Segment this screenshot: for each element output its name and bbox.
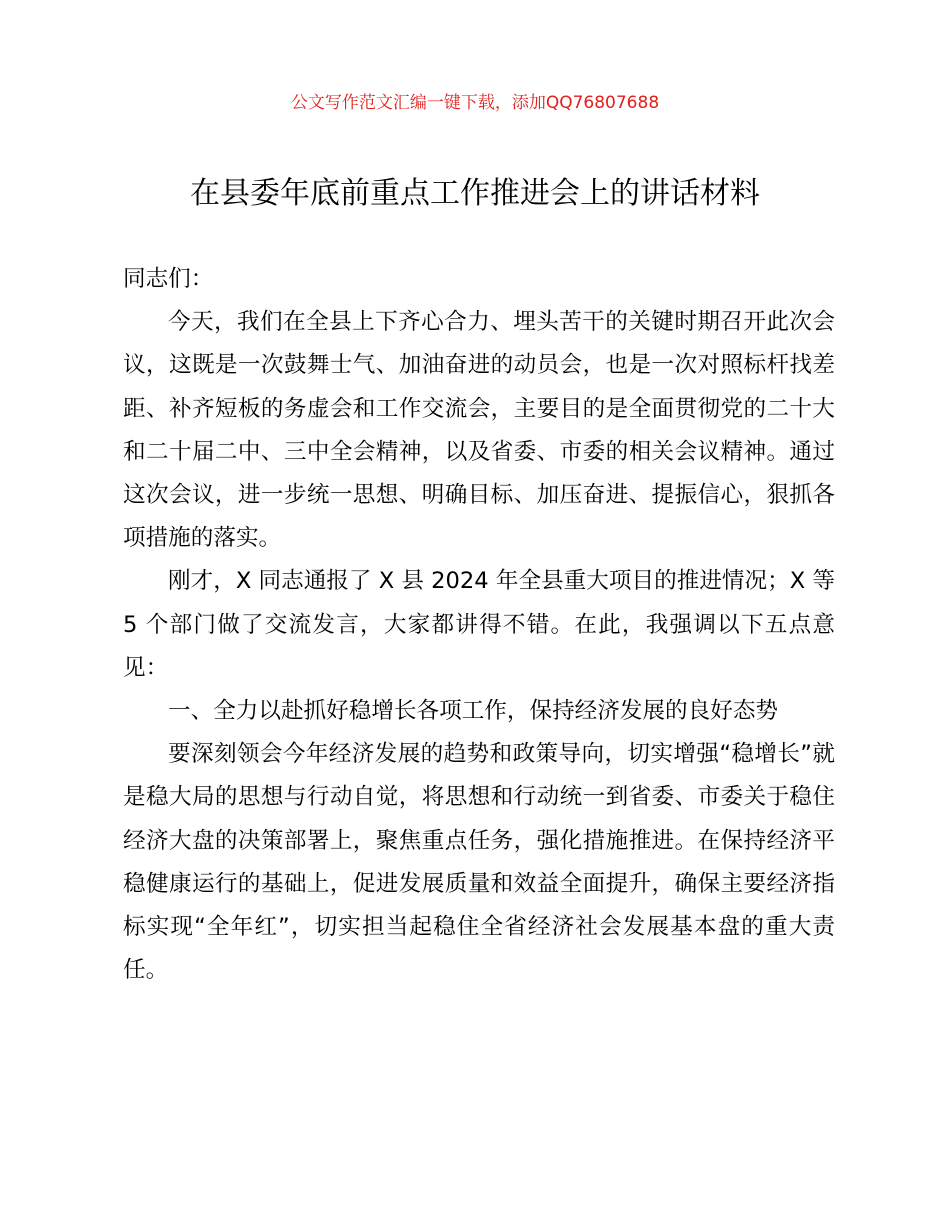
document-title: 在县委年底前重点工作推进会上的讲话材料 — [190, 176, 760, 211]
promo-banner: 公文写作范文汇编一键下载，添加QQ76807688 — [290, 93, 660, 113]
salutation: 同志们： — [123, 266, 214, 292]
paragraph-section-1: 要深刻领会今年经济发展的趋势和政策导向，切实增强“稳增长”就是稳大局的思想与行动自觉，将思想和行动统一到省委、市委关于稳住经济大盘的决策部署上，聚焦重点任务，强化措施推进。在保持经济平稳健康运行的基础上，促进发展质量和效益全面提升，确保主要经济指标实现“全年红”，切实担当起稳住全省经济社会发展基本盘的重大责任。 — [123, 741, 835, 984]
document-body — [123, 258, 835, 992]
paragraph-opening: 今天，我们在全县上下齐心合力、埋头苦干的关键时期召开此次会议，这既是一次鼓舞士气、加油奋进的动员会，也是一次对照标杆找差距、补齐短板的务虚会和工作交流会，主要目的是全面贯彻党的二十大和二十届二中、三中全会精神，以及省委、市委的相关会议精神。通过这次会议，进一步统一思想、明确目标、加压奋进、提振信心，狠抓各项措施的落实。 — [123, 309, 835, 552]
section-heading-1: 一、全力以赴抓好稳增长各项工作，保持经济发展的良好态势 — [168, 698, 779, 725]
paragraph-briefing: 刚才，X 同志通报了 X 县 2024 年全县重大项目的推进情况；X 等 5 个部门做了交流发言，大家都讲得不错。在此，我强调以下五点意见： — [123, 568, 835, 681]
